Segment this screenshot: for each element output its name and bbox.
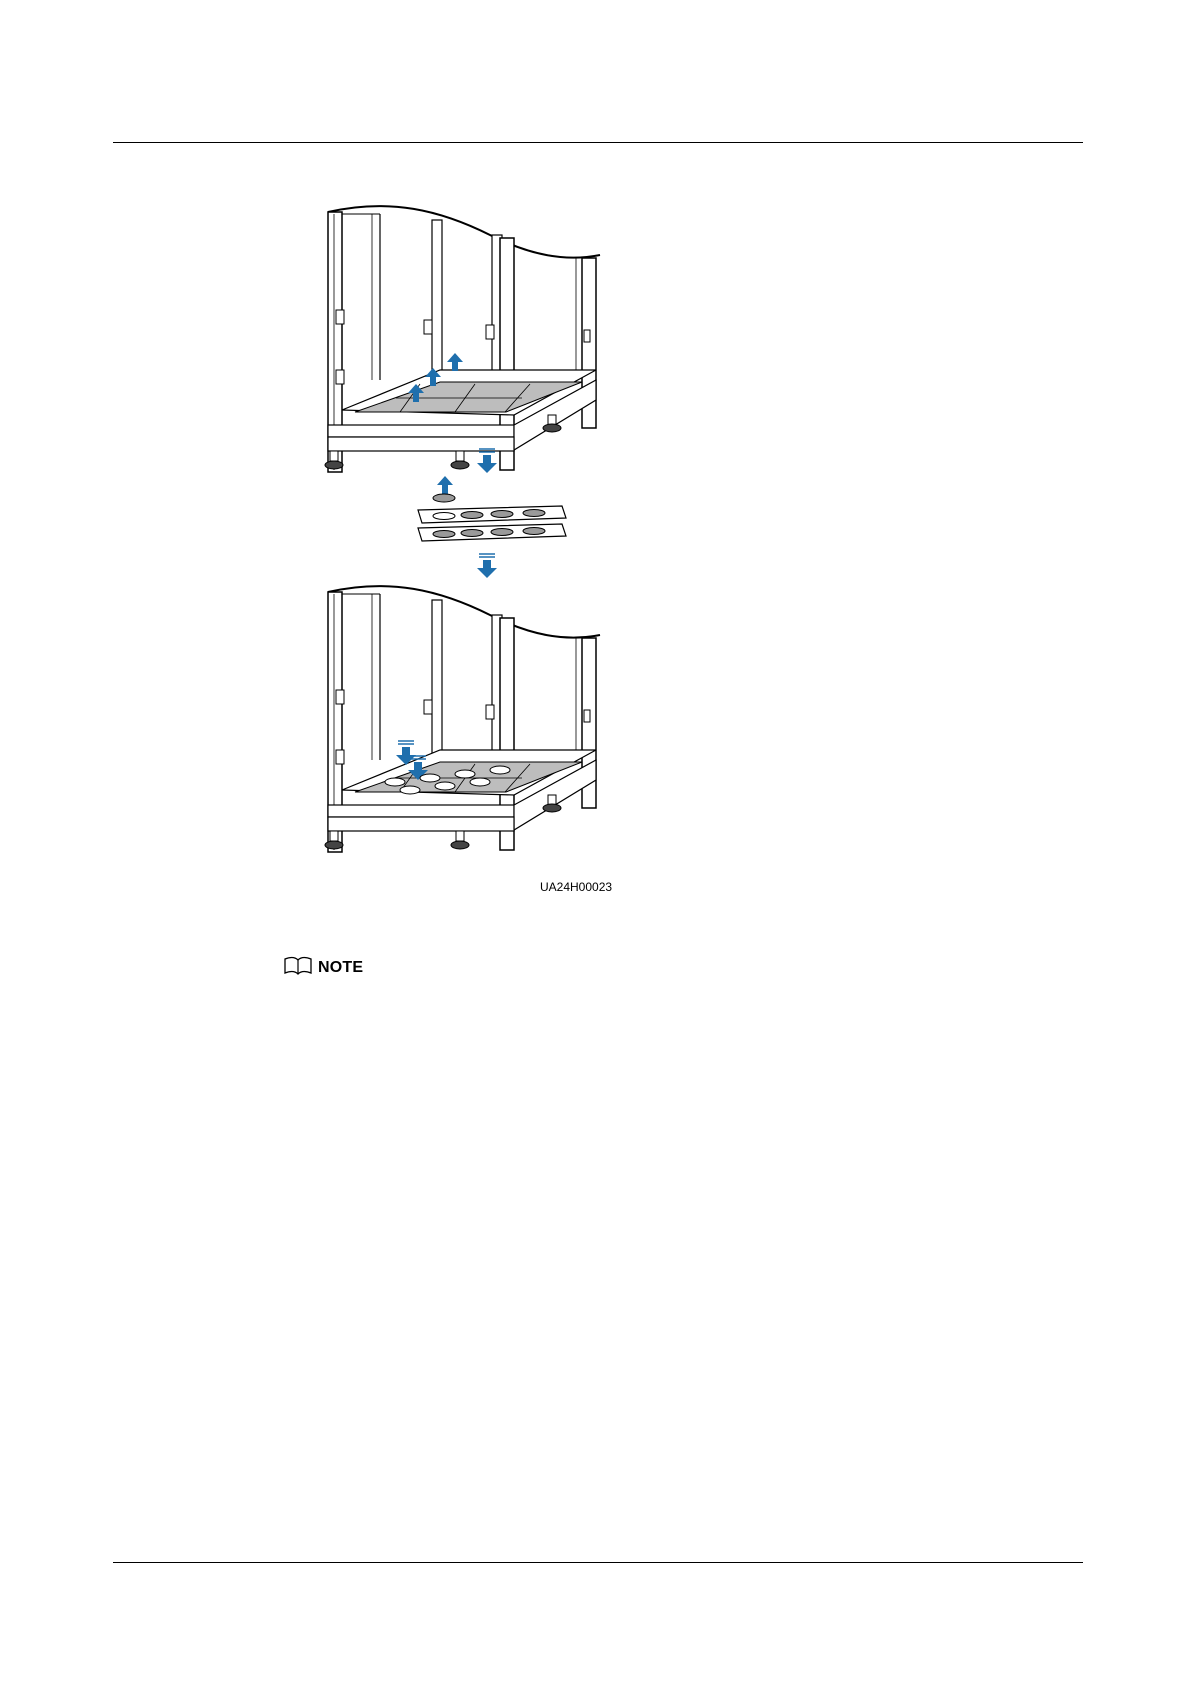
knockout-disc: [433, 494, 455, 502]
footer-rule: [113, 1562, 1083, 1563]
cable-plate-2: [418, 524, 566, 541]
cabinet-illustration: [300, 200, 630, 900]
cable-plate-1: [418, 506, 566, 523]
cabinet-before: [325, 206, 600, 472]
header-rule: [113, 142, 1083, 143]
up-arrow-icon: [437, 476, 453, 494]
note-heading: [283, 956, 363, 980]
down-arrow-icon: [477, 449, 497, 473]
book-icon: [283, 956, 313, 981]
cabinet-after: [325, 586, 600, 852]
down-arrow-icon: [477, 554, 497, 578]
figure-id-label: UA24H00023: [540, 880, 613, 894]
note-label: NOTE: [318, 959, 364, 976]
